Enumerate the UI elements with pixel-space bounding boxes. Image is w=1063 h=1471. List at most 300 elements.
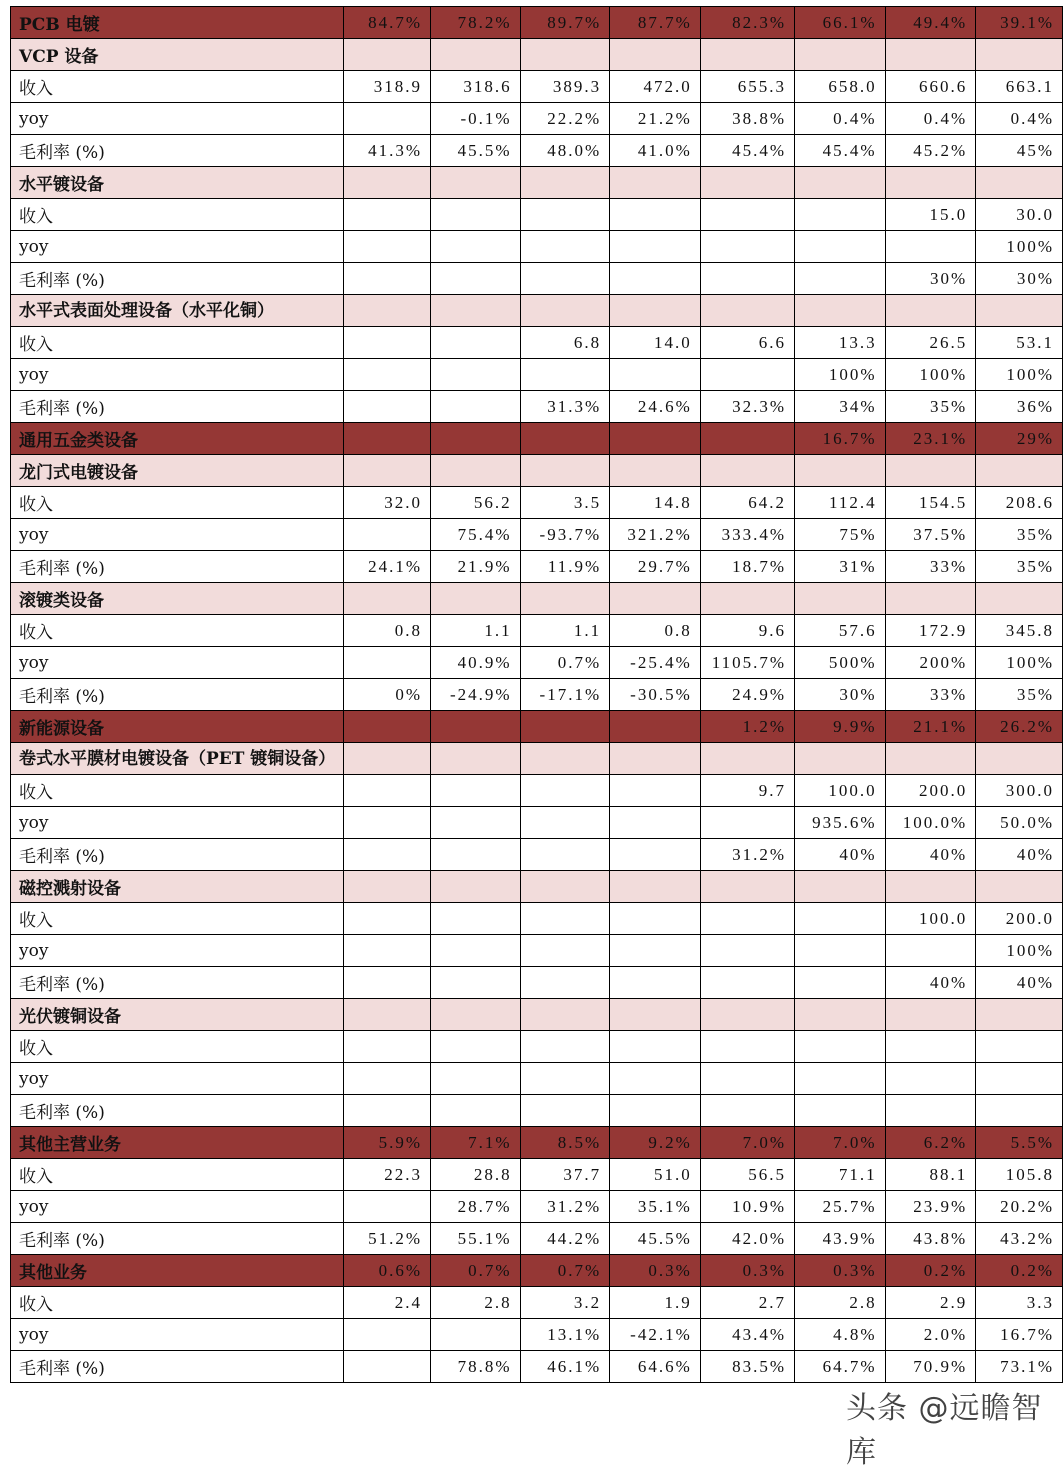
value-cell	[431, 39, 521, 71]
watermark-text: 头条 @远瞻智库	[846, 1391, 1043, 1470]
value-cell: 0.7%	[520, 1255, 610, 1287]
row-label: 毛利率 (%)	[11, 391, 344, 423]
value-cell: 23.1%	[885, 423, 976, 455]
value-cell	[431, 391, 521, 423]
value-cell: 0%	[344, 679, 431, 711]
value-cell	[344, 1351, 431, 1383]
value-cell: 2.9	[885, 1287, 976, 1319]
value-cell: 6.8	[520, 327, 610, 359]
value-cell	[431, 1319, 521, 1351]
value-cell	[794, 1063, 885, 1095]
value-cell: 154.5	[885, 487, 976, 519]
value-cell	[344, 1191, 431, 1223]
value-cell: 43.2%	[976, 1223, 1063, 1255]
value-cell: 100%	[976, 935, 1063, 967]
value-cell: 38.8%	[700, 103, 794, 135]
value-cell: 39.1%	[976, 7, 1063, 39]
value-cell	[700, 903, 794, 935]
value-cell: 35%	[976, 519, 1063, 551]
row-label: 收入	[11, 71, 344, 103]
value-cell	[976, 583, 1063, 615]
value-cell	[976, 167, 1063, 199]
value-cell: 40.9%	[431, 647, 521, 679]
subcategory-row	[11, 583, 1063, 615]
value-cell: 14.8	[610, 487, 701, 519]
value-cell	[794, 455, 885, 487]
value-cell: 9.9%	[794, 711, 885, 743]
value-cell	[976, 455, 1063, 487]
value-cell: 45.4%	[794, 135, 885, 167]
subcategory-row	[11, 455, 1063, 487]
value-cell	[885, 935, 976, 967]
row-label: 毛利率 (%)	[11, 263, 344, 295]
value-cell: 40%	[885, 839, 976, 871]
value-cell	[610, 1095, 701, 1127]
value-cell: 472.0	[610, 71, 701, 103]
value-cell: -0.1%	[431, 103, 521, 135]
value-cell	[700, 1063, 794, 1095]
metric-row	[11, 903, 1063, 935]
value-cell: 172.9	[885, 615, 976, 647]
value-cell: 300.0	[976, 775, 1063, 807]
value-cell: 1.2%	[700, 711, 794, 743]
value-cell	[431, 967, 521, 999]
value-cell	[610, 39, 701, 71]
value-cell: 5.9%	[344, 1127, 431, 1159]
value-cell: 318.6	[431, 71, 521, 103]
value-cell	[610, 455, 701, 487]
value-cell	[520, 807, 610, 839]
row-label: 毛利率 (%)	[11, 135, 344, 167]
value-cell: 45%	[976, 135, 1063, 167]
value-cell	[885, 455, 976, 487]
value-cell: 2.8	[431, 1287, 521, 1319]
value-cell	[431, 231, 521, 263]
metric-row	[11, 263, 1063, 295]
value-cell	[520, 711, 610, 743]
value-cell: 43.8%	[885, 1223, 976, 1255]
value-cell	[431, 807, 521, 839]
value-cell	[431, 295, 521, 327]
metric-row	[11, 1063, 1063, 1095]
row-label: 其他主营业务	[11, 1127, 344, 1159]
value-cell	[610, 263, 701, 295]
value-cell: 22.3	[344, 1159, 431, 1191]
value-cell	[794, 1095, 885, 1127]
value-cell: 87.7%	[610, 7, 701, 39]
metric-row	[11, 551, 1063, 583]
value-cell	[520, 167, 610, 199]
segment-row	[11, 711, 1063, 743]
value-cell: 18.7%	[700, 551, 794, 583]
row-label: 收入	[11, 1159, 344, 1191]
value-cell: 30%	[885, 263, 976, 295]
value-cell: 21.2%	[610, 103, 701, 135]
value-cell: 100%	[976, 647, 1063, 679]
row-label: 通用五金类设备	[11, 423, 344, 455]
value-cell: 0.2%	[885, 1255, 976, 1287]
metric-row	[11, 359, 1063, 391]
row-label: 毛利率 (%)	[11, 551, 344, 583]
value-cell	[520, 1095, 610, 1127]
row-label: 收入	[11, 487, 344, 519]
value-cell: 37.5%	[885, 519, 976, 551]
value-cell	[885, 231, 976, 263]
value-cell: 0.3%	[610, 1255, 701, 1287]
value-cell	[700, 871, 794, 903]
metric-row	[11, 519, 1063, 551]
value-cell	[700, 199, 794, 231]
value-cell: -17.1%	[520, 679, 610, 711]
value-cell	[520, 199, 610, 231]
value-cell: 200.0	[976, 903, 1063, 935]
subcategory-row	[11, 167, 1063, 199]
value-cell: 84.7%	[344, 7, 431, 39]
metric-row	[11, 967, 1063, 999]
value-cell: 3.3	[976, 1287, 1063, 1319]
value-cell	[431, 263, 521, 295]
value-cell	[344, 167, 431, 199]
value-cell	[610, 199, 701, 231]
row-label: yoy	[11, 807, 344, 839]
value-cell	[610, 711, 701, 743]
value-cell: 658.0	[794, 71, 885, 103]
value-cell: 33%	[885, 679, 976, 711]
value-cell	[610, 807, 701, 839]
value-cell	[344, 519, 431, 551]
value-cell	[431, 743, 521, 775]
value-cell	[976, 999, 1063, 1031]
value-cell: 2.4	[344, 1287, 431, 1319]
value-cell	[431, 1095, 521, 1127]
value-cell: 35%	[976, 679, 1063, 711]
value-cell: 11.9%	[520, 551, 610, 583]
value-cell	[520, 935, 610, 967]
value-cell	[700, 1031, 794, 1063]
value-cell	[344, 1031, 431, 1063]
value-cell: 45.5%	[610, 1223, 701, 1255]
value-cell	[885, 871, 976, 903]
metric-row	[11, 1031, 1063, 1063]
value-cell: 70.9%	[885, 1351, 976, 1383]
value-cell: 0.7%	[431, 1255, 521, 1287]
value-cell	[885, 743, 976, 775]
value-cell: -42.1%	[610, 1319, 701, 1351]
value-cell: 25.7%	[794, 1191, 885, 1223]
value-cell: 2.0%	[885, 1319, 976, 1351]
value-cell	[344, 1319, 431, 1351]
value-cell: 7.0%	[794, 1127, 885, 1159]
value-cell	[794, 39, 885, 71]
value-cell	[431, 935, 521, 967]
metric-row	[11, 1319, 1063, 1351]
value-cell	[520, 903, 610, 935]
value-cell: 40%	[794, 839, 885, 871]
value-cell	[431, 775, 521, 807]
row-label: 收入	[11, 615, 344, 647]
value-cell	[431, 423, 521, 455]
value-cell	[344, 647, 431, 679]
value-cell: 82.3%	[700, 7, 794, 39]
value-cell: 655.3	[700, 71, 794, 103]
row-label: yoy	[11, 1319, 344, 1351]
value-cell: 73.1%	[976, 1351, 1063, 1383]
value-cell: 21.9%	[431, 551, 521, 583]
value-cell	[344, 327, 431, 359]
value-cell: 31%	[794, 551, 885, 583]
value-cell	[344, 871, 431, 903]
metric-row	[11, 231, 1063, 263]
value-cell	[794, 295, 885, 327]
value-cell: 57.6	[794, 615, 885, 647]
value-cell: 500%	[794, 647, 885, 679]
value-cell	[344, 743, 431, 775]
value-cell: 40%	[885, 967, 976, 999]
value-cell	[700, 807, 794, 839]
value-cell	[344, 807, 431, 839]
row-label: yoy	[11, 519, 344, 551]
value-cell	[344, 423, 431, 455]
value-cell	[520, 583, 610, 615]
value-cell: 0.2%	[976, 1255, 1063, 1287]
metric-row	[11, 775, 1063, 807]
value-cell: 30%	[794, 679, 885, 711]
row-label: 毛利率 (%)	[11, 839, 344, 871]
value-cell	[344, 775, 431, 807]
row-label: 光伏镀铜设备	[11, 999, 344, 1031]
value-cell: 100%	[885, 359, 976, 391]
value-cell: 1.9	[610, 1287, 701, 1319]
row-label: yoy	[11, 1191, 344, 1223]
value-cell: 7.0%	[700, 1127, 794, 1159]
row-label: 磁控溅射设备	[11, 871, 344, 903]
value-cell	[700, 231, 794, 263]
value-cell: 40%	[976, 967, 1063, 999]
value-cell: 100.0	[885, 903, 976, 935]
value-cell: 29%	[976, 423, 1063, 455]
value-cell: 9.2%	[610, 1127, 701, 1159]
value-cell: 28.7%	[431, 1191, 521, 1223]
row-label: 毛利率 (%)	[11, 967, 344, 999]
value-cell	[976, 871, 1063, 903]
value-cell	[976, 1095, 1063, 1127]
value-cell	[344, 455, 431, 487]
value-cell: 28.8	[431, 1159, 521, 1191]
value-cell: -25.4%	[610, 647, 701, 679]
value-cell	[885, 1095, 976, 1127]
value-cell	[520, 263, 610, 295]
value-cell: 30%	[976, 263, 1063, 295]
value-cell	[885, 1063, 976, 1095]
value-cell: 13.3	[794, 327, 885, 359]
value-cell	[520, 967, 610, 999]
value-cell: 100.0%	[885, 807, 976, 839]
value-cell	[344, 231, 431, 263]
value-cell	[976, 1031, 1063, 1063]
value-cell: 37.7	[520, 1159, 610, 1191]
value-cell: 0.3%	[794, 1255, 885, 1287]
value-cell: 71.1	[794, 1159, 885, 1191]
row-label: yoy	[11, 103, 344, 135]
value-cell: 100.0	[794, 775, 885, 807]
value-cell: 75%	[794, 519, 885, 551]
value-cell: 16.7%	[794, 423, 885, 455]
value-cell	[431, 999, 521, 1031]
value-cell	[610, 1031, 701, 1063]
value-cell	[431, 199, 521, 231]
value-cell	[610, 935, 701, 967]
value-cell: 35%	[885, 391, 976, 423]
value-cell	[520, 871, 610, 903]
value-cell	[344, 263, 431, 295]
value-cell: 6.6	[700, 327, 794, 359]
value-cell	[700, 167, 794, 199]
value-cell	[344, 903, 431, 935]
row-label: 收入	[11, 327, 344, 359]
value-cell: 0.4%	[976, 103, 1063, 135]
value-cell: 83.5%	[700, 1351, 794, 1383]
value-cell	[794, 871, 885, 903]
metric-row	[11, 71, 1063, 103]
value-cell: 24.6%	[610, 391, 701, 423]
value-cell: 42.0%	[700, 1223, 794, 1255]
value-cell: 3.5	[520, 487, 610, 519]
metric-row	[11, 327, 1063, 359]
value-cell	[610, 423, 701, 455]
value-cell: 13.1%	[520, 1319, 610, 1351]
value-cell	[344, 967, 431, 999]
value-cell	[344, 999, 431, 1031]
value-cell	[794, 167, 885, 199]
value-cell: 21.1%	[885, 711, 976, 743]
value-cell	[344, 39, 431, 71]
value-cell	[976, 39, 1063, 71]
value-cell	[976, 743, 1063, 775]
value-cell	[610, 295, 701, 327]
value-cell: 23.9%	[885, 1191, 976, 1223]
value-cell: 41.3%	[344, 135, 431, 167]
value-cell: 31.2%	[520, 1191, 610, 1223]
value-cell: 24.1%	[344, 551, 431, 583]
value-cell: 64.6%	[610, 1351, 701, 1383]
value-cell	[610, 775, 701, 807]
value-cell	[700, 295, 794, 327]
value-cell: 89.7%	[520, 7, 610, 39]
value-cell: 75.4%	[431, 519, 521, 551]
value-cell	[610, 583, 701, 615]
value-cell: 100%	[976, 231, 1063, 263]
value-cell: 48.0%	[520, 135, 610, 167]
value-cell	[520, 839, 610, 871]
value-cell	[794, 231, 885, 263]
value-cell: 8.5%	[520, 1127, 610, 1159]
value-cell: 0.3%	[700, 1255, 794, 1287]
metric-row	[11, 1223, 1063, 1255]
value-cell	[520, 231, 610, 263]
value-cell	[344, 935, 431, 967]
value-cell	[344, 359, 431, 391]
value-cell: 44.2%	[520, 1223, 610, 1255]
value-cell: -30.5%	[610, 679, 701, 711]
metric-row	[11, 935, 1063, 967]
value-cell: 31.3%	[520, 391, 610, 423]
subcategory-row	[11, 743, 1063, 775]
subcategory-row	[11, 871, 1063, 903]
metric-row	[11, 103, 1063, 135]
metric-row	[11, 679, 1063, 711]
value-cell	[520, 999, 610, 1031]
value-cell: -24.9%	[431, 679, 521, 711]
metric-row	[11, 1159, 1063, 1191]
value-cell	[431, 871, 521, 903]
value-cell	[520, 39, 610, 71]
value-cell: 389.3	[520, 71, 610, 103]
value-cell	[431, 1063, 521, 1095]
value-cell: 45.5%	[431, 135, 521, 167]
row-label: 水平镀设备	[11, 167, 344, 199]
value-cell: 55.1%	[431, 1223, 521, 1255]
value-cell: 64.2	[700, 487, 794, 519]
metric-row	[11, 135, 1063, 167]
segment-row	[11, 7, 1063, 39]
value-cell: 35%	[976, 551, 1063, 583]
value-cell: 20.2%	[976, 1191, 1063, 1223]
value-cell: 26.5	[885, 327, 976, 359]
metric-row	[11, 1351, 1063, 1383]
value-cell	[520, 743, 610, 775]
value-cell: 9.7	[700, 775, 794, 807]
value-cell: 112.4	[794, 487, 885, 519]
row-label: 毛利率 (%)	[11, 1351, 344, 1383]
value-cell: 208.6	[976, 487, 1063, 519]
row-label: 水平式表面处理设备（水平化铜）	[11, 295, 344, 327]
value-cell: 32.0	[344, 487, 431, 519]
value-cell	[344, 295, 431, 327]
value-cell: 0.6%	[344, 1255, 431, 1287]
value-cell: 9.6	[700, 615, 794, 647]
value-cell	[700, 935, 794, 967]
value-cell: 50.0%	[976, 807, 1063, 839]
value-cell: 200%	[885, 647, 976, 679]
row-label: 收入	[11, 1031, 344, 1063]
value-cell: 0.8	[610, 615, 701, 647]
segment-row	[11, 423, 1063, 455]
value-cell: 935.6%	[794, 807, 885, 839]
metric-row	[11, 839, 1063, 871]
value-cell: 46.1%	[520, 1351, 610, 1383]
value-cell: 56.5	[700, 1159, 794, 1191]
value-cell: 45.2%	[885, 135, 976, 167]
value-cell	[700, 39, 794, 71]
segment-row	[11, 1255, 1063, 1287]
value-cell: 10.9%	[700, 1191, 794, 1223]
value-cell	[344, 583, 431, 615]
value-cell	[520, 295, 610, 327]
value-cell: 4.8%	[794, 1319, 885, 1351]
value-cell	[700, 263, 794, 295]
value-cell	[700, 967, 794, 999]
value-cell	[610, 839, 701, 871]
value-cell: 1.1	[520, 615, 610, 647]
value-cell: 663.1	[976, 71, 1063, 103]
value-cell: 3.2	[520, 1287, 610, 1319]
value-cell	[344, 199, 431, 231]
value-cell: 29.7%	[610, 551, 701, 583]
value-cell	[885, 999, 976, 1031]
row-label: 其他业务	[11, 1255, 344, 1287]
value-cell: 318.9	[344, 71, 431, 103]
value-cell	[344, 711, 431, 743]
